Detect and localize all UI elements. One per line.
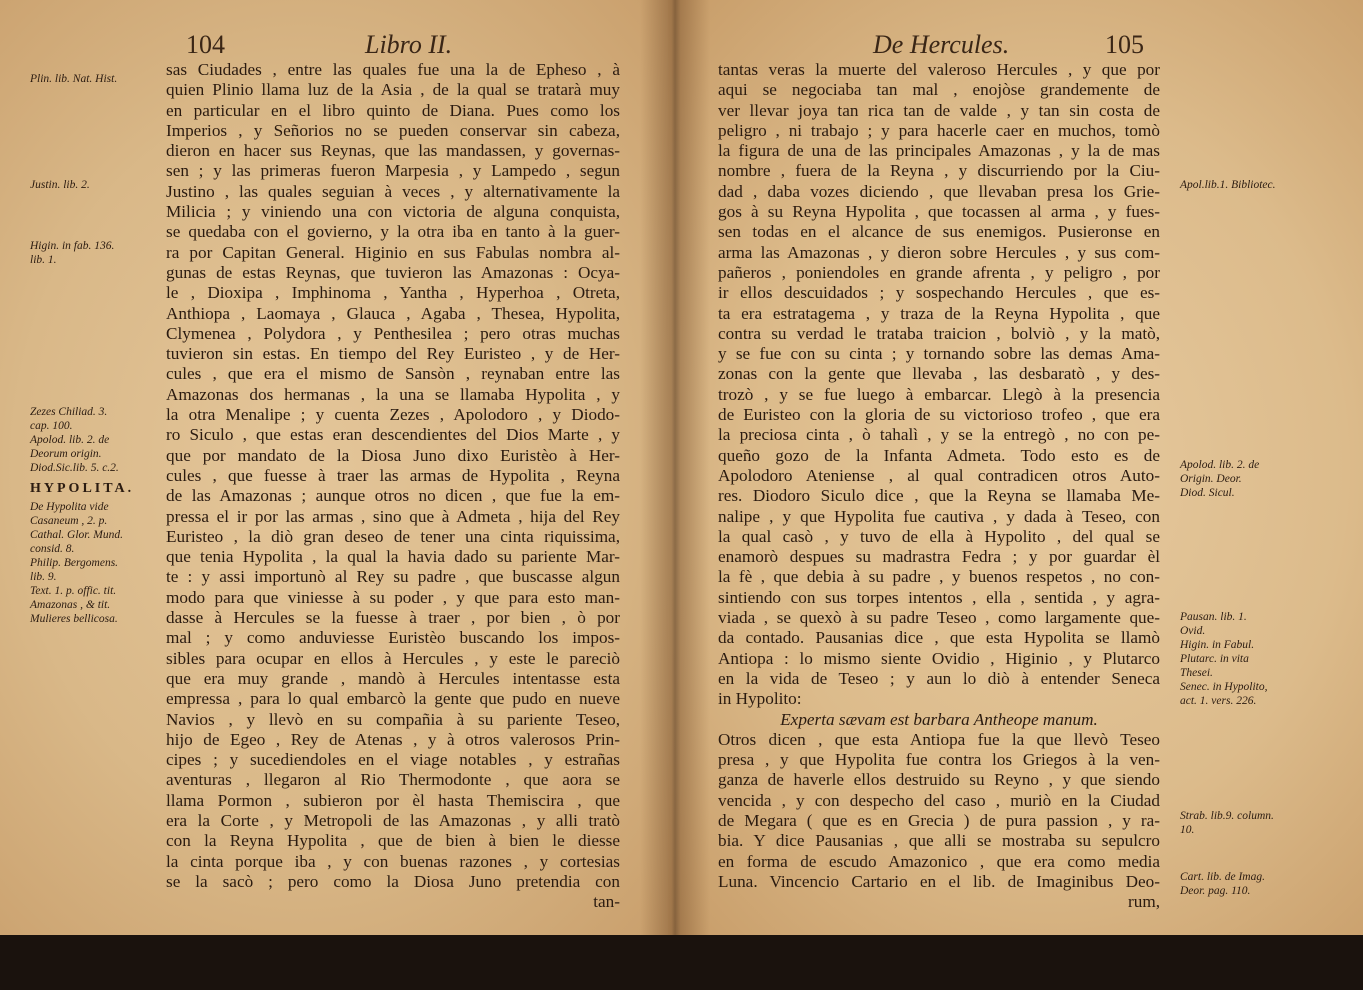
text-line: aqui se negociaba tan mal , enojòse grandemente de <box>718 80 1160 100</box>
page-number-left: 104 <box>186 30 225 59</box>
left-page <box>0 0 668 935</box>
text-line: sas Ciudades , entre las quales fue una la de Epheso , à <box>166 60 620 79</box>
text-line: le , Dioxipa , Imphinoma , Yantha , Hyperhoa , Otreta, <box>166 283 620 303</box>
text-line: hijo de Egeo , Rey de Atenas , y à otros valerosos Prin- <box>166 729 620 749</box>
margin-note-line: 10. <box>1180 824 1195 836</box>
margin-note-line: Diod. Sicul. <box>1180 486 1235 499</box>
margin-note-line: Amazonas , & tit. <box>30 599 111 612</box>
text-line: en particular en el libro quinto de Diana. Pues como los <box>166 100 620 120</box>
text-line: sibles para ocupar en ellos à Hercules , y este le pareciò <box>166 648 620 668</box>
text-line: Euristeo , la diò gran deseo de tener una cinta riquissima, <box>166 526 620 546</box>
text-line: sintiendo con sus torpes intentos , ella , sentida , y agra- <box>718 587 1160 607</box>
text-line: zonas con la gente que llevaba , las desbaratò , y des- <box>718 364 1160 384</box>
text-line: la preciosa cinta , ò tahalì , y se la entregò , no con pe- <box>718 425 1160 445</box>
margin-note <box>30 239 114 267</box>
text-line: en forma de escudo Amazonico , que era como media <box>718 851 1160 871</box>
margin-note-line: act. 1. vers. 226. <box>1180 695 1257 708</box>
text-line: que tenia Hypolita , la qual la havia dado su pariente Mar- <box>166 547 620 567</box>
text-line: contra su verdad le trataba traicion , bolviò , y la matò, <box>718 323 1160 343</box>
text-line: de Megara ( que es en Grecia ) de pura passion , y ra- <box>718 810 1160 830</box>
text-line: te : y assi importunò al Rey su padre , que buscasse algun <box>166 567 620 587</box>
margin-note-line: Deorum origin. <box>30 448 102 461</box>
text-line: con la Reyna Hypolita , que de bien à bien le diesse <box>166 831 620 851</box>
margin-note-line: Diod.Sic.lib. 5. c.2. <box>30 462 119 475</box>
text-line: pañeros , poniendoles en grande afrenta , y peligro , por <box>718 262 1160 282</box>
margin-note-line: cap. 100. <box>30 420 73 433</box>
text-line: gos à su Reyna Hypolita , que tocassen al arma , y fues- <box>718 202 1160 222</box>
text-line: nalipe , y que Hypolita fue cautiva , y dada à Teseo, con <box>718 506 1160 526</box>
margin-note-line: Apolod. lib. 2. de <box>30 434 110 447</box>
text-line: peligro , ni trabajo ; y para hacerle caer en muchos, tomò <box>718 120 1160 140</box>
text-line: que era muy grande , mandò à Hercules intentasse esta <box>166 668 620 688</box>
book-gutter <box>640 0 710 935</box>
text-line: Imperios , y Señorios no se pueden conservar sin cabeza, <box>166 120 620 140</box>
text-line: Otros dicen , que esta Antiopa fue la que llevò Teseo <box>718 729 1160 749</box>
text-line: ir ellos descuidados ; y sospechando Hercules , que es- <box>718 283 1160 303</box>
text-line: la figura de una de las principales Amazonas , y la de mas <box>718 141 1160 161</box>
margin-note <box>1180 870 1265 898</box>
text-line: se quedaba con el govierno, y la otra iba en tanto à la guer- <box>166 222 620 242</box>
text-line: pressa el ir por las armas , sino que à Admeta , hija del Rey <box>166 506 620 526</box>
margin-note-line: Casaneum , 2. p. <box>30 515 108 528</box>
text-line: quien Plinio llama luz de la Asia , de la qual se tratarà muy <box>166 80 620 100</box>
text-line: de las Amazonas ; aunque otros no dicen , que fue la em- <box>166 486 620 506</box>
text-line: cipes ; y sucediendoles en el viage notables , y estrañas <box>166 750 620 770</box>
text-line: en la vida de Teseo ; y aun lo diò à entender Seneca <box>718 668 1160 688</box>
text-line: nombre , fuera de la Reyna , y discurriendo por la Ciu- <box>718 161 1160 181</box>
text-line: llama Pormon , subieron por èl hasta Themiscira , que <box>166 790 620 810</box>
text-line: dasse à Hercules se la fuesse à traer , por bien , ò por <box>166 608 620 628</box>
text-line: la qual casò , y tuvo de ella à Hypolito , del qual se <box>718 526 1160 546</box>
margin-note <box>30 405 119 475</box>
text-line: tuvieron sin estas. En tiempo del Rey Euristeo , y de Her- <box>166 344 620 364</box>
text-line: ro Siculo , que estas eran descendientes del Dios Marte , y <box>166 425 620 445</box>
margin-note <box>1180 458 1259 500</box>
text-line: viada , se quexò à su padre Teseo , como largamente que- <box>718 608 1160 628</box>
background-shadow <box>0 935 1363 990</box>
margin-note <box>30 178 90 192</box>
text-line: Milicia ; y viniendo una con victoria de alguna conquista, <box>166 202 620 222</box>
text-line: sen todas en el alcance de sus enemigos. Pusieronse en <box>718 222 1160 242</box>
text-line: modo para que viniesse à su poder , y que para esto man- <box>166 587 620 607</box>
margin-note-line: Deor. pag. 110. <box>1180 884 1251 897</box>
text-line: queño gozo de la Infanta Admeta. Todo esto es de <box>718 445 1160 465</box>
running-head-left: Libro II. <box>365 30 453 59</box>
text-line: cules , que era el mismo de Sansòn , reynaban entre las <box>166 364 620 384</box>
margin-note-line: Plin. lib. Nat. Hist. <box>30 73 118 86</box>
text-line: empressa , para lo qual embarcò la gente que pudo en nueve <box>166 689 620 709</box>
margin-note-line: HYPOLITA. <box>30 481 135 497</box>
margin-note-line: Cathal. Glor. Mund. <box>30 529 123 542</box>
text-line: de Euristeo con la gloria de su victorioso trofeo , que era <box>718 405 1160 425</box>
text-line: cules , que fuesse à traer las armas de Hypolita , Reyna <box>166 465 620 485</box>
page-number-right: 105 <box>1105 30 1144 59</box>
margin-note <box>1180 610 1268 708</box>
text-line: que por mandato de la Diosa Juno dixo Euristèo à Her- <box>166 445 620 465</box>
text-line: in Hypolito: <box>718 689 802 709</box>
text-line: Justino , las quales seguian à veces , y alternativamente la <box>166 181 620 201</box>
margin-note-line: Mulieres bellicosa. <box>30 613 118 626</box>
margin-note-line: Text. 1. p. offic. tit. <box>30 585 117 598</box>
margin-note-line: Ovid. <box>1180 625 1206 638</box>
text-line: dieron en hacer sus Reynas, que las mandassen, y governas- <box>166 141 620 161</box>
right-text-block <box>718 60 1160 912</box>
text-line: la otra Menalipe ; y cuenta Zezes , Apolodoro , y Diodo- <box>166 405 620 425</box>
text-line: gunas de estas Reynas, que tuvieron las Amazonas : Ocya- <box>166 262 620 282</box>
text-line: presa , y que Hypolita fue contra los Griegos à la ven- <box>718 750 1160 770</box>
text-line: era la Corte , y Metropoli de las Amazonas , y alli tratò <box>166 810 620 830</box>
margin-note-line: Philip. Bergomens. <box>30 557 119 570</box>
margin-note <box>30 500 123 626</box>
text-line: da contado. Pausanias dice , que esta Hypolita se llamò <box>718 628 1160 648</box>
text-line: aventuras , llegaron al Rio Thermodonte , que aora se <box>166 770 620 790</box>
text-line: ganza de haverle ellos destruido su Reyno , y que siendo <box>718 770 1160 790</box>
margin-note-line: Higin. in fab. 136. <box>30 239 115 252</box>
margin-note-line: Zezes Chiliad. 3. <box>30 406 108 419</box>
text-line: Luna. Vincencio Cartario en el lib. de Imaginibus Deo- <box>718 871 1160 891</box>
text-line: la fè , que debia à su padre , y buenos respetos , no con- <box>718 567 1160 587</box>
left-text-block <box>166 60 620 912</box>
margin-note-line: De Hypolita vide <box>30 501 109 514</box>
right-page <box>668 0 1363 935</box>
margin-note <box>1180 178 1276 192</box>
margin-note-line: Higin. in Fabul. <box>1180 639 1255 652</box>
margin-note-line: Strab. lib.9. column. <box>1180 810 1274 822</box>
text-line: mal ; y como anduviesse Euristèo buscando los impos- <box>166 628 620 648</box>
margin-note-line: Senec. in Hypolito, <box>1180 681 1268 694</box>
text-line: trozò , y se fue luego à embarcar. Llegò à la presencia <box>718 384 1160 404</box>
text-line: Apolodoro Ateniense , al qual contradicen otros Auto- <box>718 465 1160 485</box>
text-line: la cinta porque iba , y con buenas razones , y cortesias <box>166 851 620 871</box>
text-line: enamorò despues su madrastra Fedra ; y por guardar èl <box>718 547 1160 567</box>
margin-note-line: Apolod. lib. 2. de <box>1180 458 1260 471</box>
text-line: sen ; y las primeras fueron Marpesia , y Lampedo , segun <box>166 161 620 181</box>
margin-note-line: Apol.lib.1. Bibliotec. <box>1180 178 1276 191</box>
margin-note-line: Justin. lib. 2. <box>30 178 90 191</box>
margin-note-line: consid. 8. <box>30 543 75 556</box>
text-line: res. Diodoro Siculo dice , que la Reyna se llamaba Me- <box>718 486 1160 506</box>
margin-note-line: lib. 1. <box>30 253 57 266</box>
margin-note-line: Origin. Deor. <box>1180 472 1242 485</box>
text-line: ver llevar joya tan rica tan de valde , y tan sin costa de <box>718 100 1160 120</box>
text-line: y se fue con su cinta ; y tornando sobre las demas Ama- <box>718 344 1160 364</box>
text-line: Antiopa : lo mismo siente Ovidio , Higinio , y Plutarco <box>718 648 1160 668</box>
margin-note <box>30 72 117 86</box>
text-line: Amazonas dos hermanas , la una se llamaba Hypolita , y <box>166 384 620 404</box>
text-line: tantas veras la muerte del valeroso Hercules , y que por <box>718 60 1160 79</box>
text-line: arma las Amazonas , y dieron sobre Hercules , y sus com- <box>718 242 1160 262</box>
catchword: tan- <box>593 892 620 912</box>
margin-note-line: lib. 9. <box>30 571 57 584</box>
text-line: Anthiopa , Laomaya , Glauca , Agaba , Thesea, Hypolita, <box>166 303 620 323</box>
text-line: ta era estratagema , y traza de la Reyna Hypolita , que <box>718 303 1160 323</box>
margin-note <box>30 482 134 496</box>
text-line: Navios , y llevò en su compañia à su pariente Teseo, <box>166 709 620 729</box>
margin-note <box>1180 809 1274 837</box>
text-line: bia. Y dice Pausanias , que alli se mostraba su sepulcro <box>718 831 1160 851</box>
text-line: ra por Capitan General. Higinio en sus Fabulas nombra al- <box>166 242 620 262</box>
margin-note-line: Plutarc. in vita <box>1180 653 1249 666</box>
text-line: Experta sævam est barbara Antheope manum. <box>780 709 1098 729</box>
text-line: Clymenea , Polydora , y Penthesilea ; pero otras muchas <box>166 323 620 343</box>
margin-note-line: Pausan. lib. 1. <box>1180 611 1247 624</box>
margin-note-line: Thesei. <box>1180 667 1213 680</box>
running-head-right: De Hercules. <box>873 30 1010 59</box>
catchword: rum, <box>1128 892 1160 912</box>
text-line: dad , daba vozes diciendo , que llevaban presa los Grie- <box>718 181 1160 201</box>
text-line: vencida , y con despecho del caso , muriò en la Ciudad <box>718 790 1160 810</box>
margin-note-line: Cart. lib. de Imag. <box>1180 870 1265 883</box>
text-line: se la sacò ; pero como la Diosa Juno pretendia con <box>166 871 620 891</box>
